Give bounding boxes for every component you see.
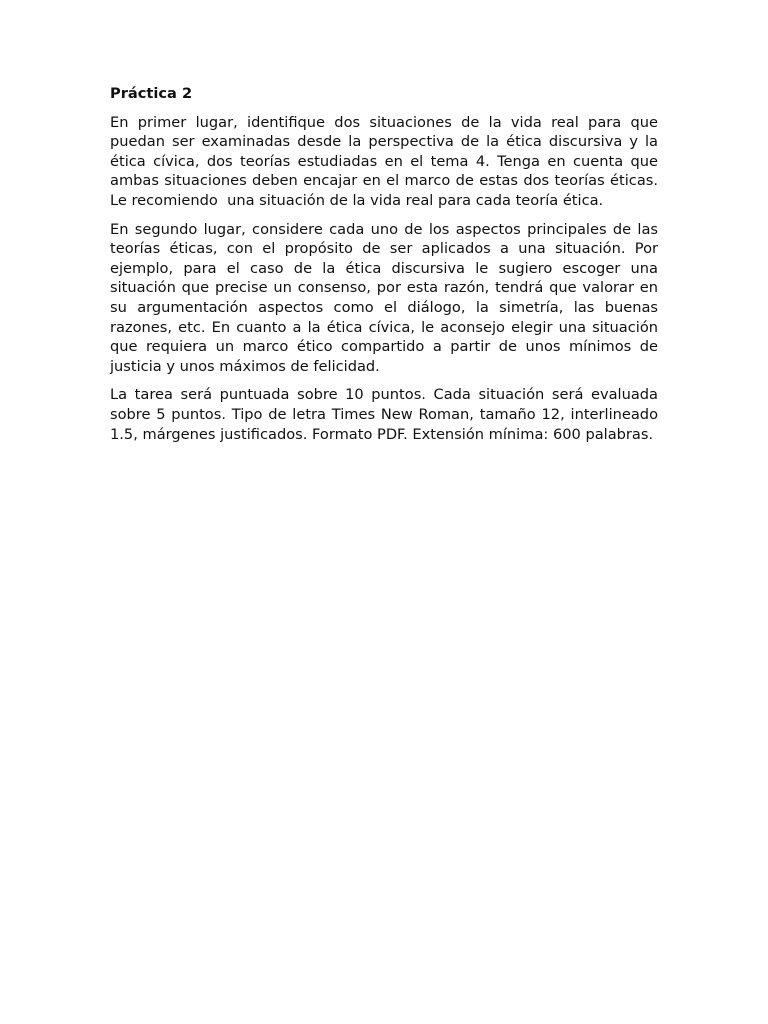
document-title: Práctica 2 [110,85,193,102]
paragraph-3: La tarea será puntuada sobre 10 puntos. Cada situación será evaluada sobre 5 puntos. Tipo de letra Times New Roman, tamaño 12, interlineado 1.5, márgenes justificados. Formato PDF. Extensión mínima: 600 palabras. [110,386,663,443]
paragraph-2: En segundo lugar, considere cada uno de los aspectos principales de las teorías éticas, con el propósito de ser aplicados a una situación. Por ejemplo, para el caso de la ética discursiva le sugiero escoger una situación que precise un consenso, por esta razón, tendrá que valorar en su argumentación aspectos como el diálogo, la simetría, las buenas razones, etc. En cuanto a la ética cívica, le aconsejo elegir una situación que requiera un marco ético compartido a partir de unos mínimos de justicia y unos máximos de felicidad. [110,220,663,375]
document-body [110,84,663,453]
paragraph-1: En primer lugar, identifique dos situaciones de la vida real para que puedan ser examinadas desde la perspectiva de la ética discursiva y la ética cívica, dos teorías estudiadas en el tema 4. Tenga en cuenta que ambas situaciones deben encajar en el marco de estas dos teorías éticas. Le recomiendo una situación de la vida real para cada teoría ética. [110,113,663,209]
